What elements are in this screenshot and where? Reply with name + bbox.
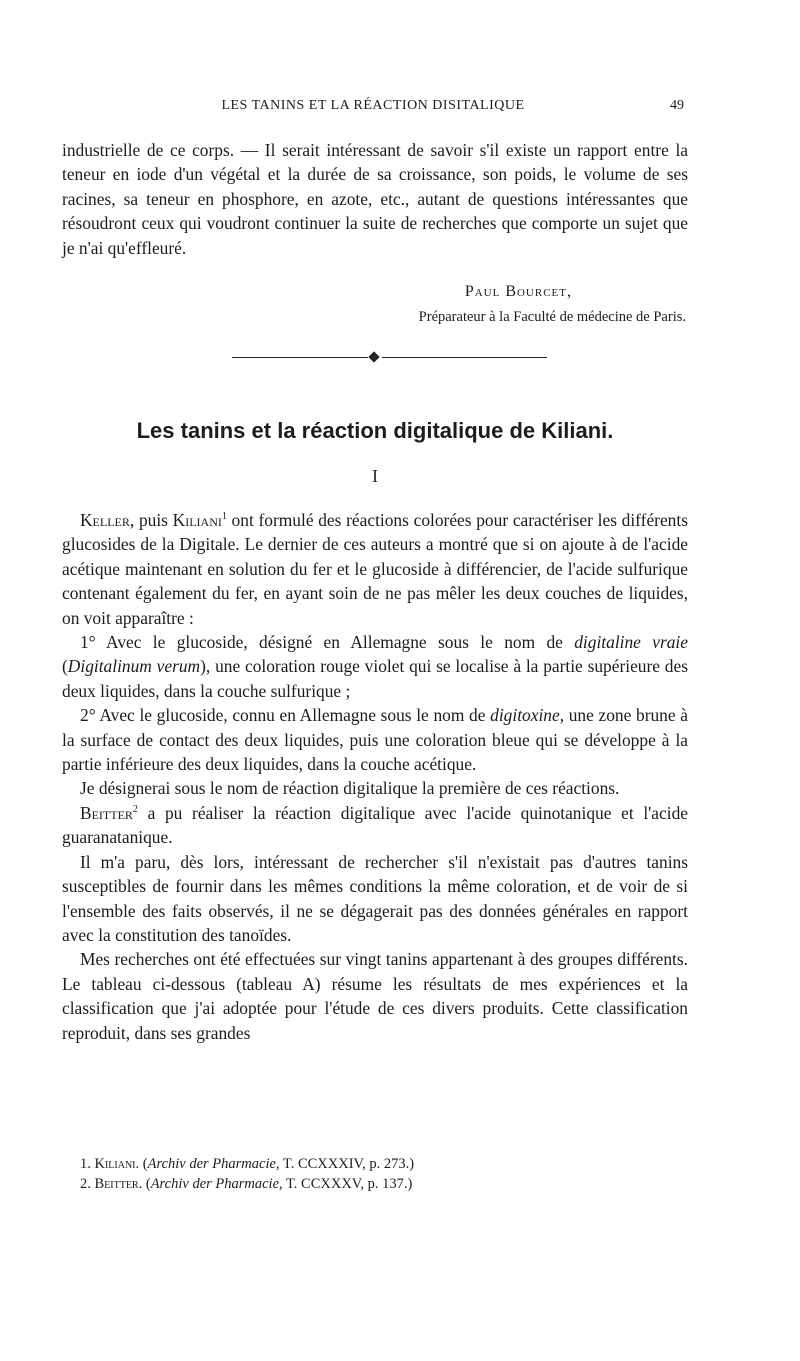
body-paragraph-2 (62, 630, 688, 703)
footnote-author: Kiliani. (94, 1156, 140, 1172)
footnote-ref-1: 1 (221, 511, 227, 522)
body-paragraph-1 (62, 508, 688, 630)
body-paragraph-3 (62, 703, 688, 776)
term-digitaline-vraie: digitaline vraie (574, 632, 688, 653)
text-run: a pu réaliser la réaction digitalique avec l'acide quinotanique et l'acide guaranatanique. (62, 802, 688, 848)
footnote-source: Archiv der Pharmacie (147, 1156, 276, 1172)
text-run: 2° Avec le glucoside, connu en Allemagne sous le nom de (80, 705, 491, 726)
body-paragraph-4: Je désignerai sous le nom de réaction digitalique la première de ces réactions. (80, 778, 620, 799)
opening-paragraph: industrielle de ce corps. — Il serait intéressant de savoir s'il existe un rapport entre la teneur en iode d'un végétal et la durée de sa croissance, son poids, le volume de ses racines, sa teneur en phosphore, en azote, etc., autant de questions intéressantes que résoudront ceux qui voudront continuer la suite de recherches que comporte un sujet que je n'ai qu'effleuré. (62, 140, 688, 258)
text-run: ( (62, 656, 68, 677)
running-head-title: LES TANINS ET LA RÉACTION DISITALIQUE (221, 98, 525, 113)
author-keller: Keller (80, 510, 130, 530)
signature-role: Préparateur à la Faculté de médecine de Paris. (418, 309, 686, 325)
running-head (62, 98, 684, 122)
text-run: , puis (129, 510, 173, 530)
footnote-number: 1. (80, 1156, 91, 1172)
footnote-ref-2: 2 (132, 803, 138, 815)
author-beitter: Beitter (80, 802, 133, 823)
footnote-author: Beitter. (94, 1176, 143, 1192)
author-kiliani: Kiliani (172, 510, 222, 530)
divider-line-right (382, 357, 547, 358)
footnote-1 (80, 1154, 690, 1174)
body-paragraph-7: Mes recherches ont été effectuées sur vingt tanins appartenant à des groupes différents. Le tableau ci-dessous (tableau A) résume les résultats de mes expériences et la classification que j'ai adoptée pour l'étude de ces divers produits. Cette classification reproduit, dans ses grandes (62, 949, 688, 1043)
body-paragraph-5 (62, 801, 688, 850)
footnote-source: Archiv der Pharmacie (150, 1176, 280, 1192)
body-paragraph-6: Il m'a paru, dès lors, intéressant de rechercher s'il n'existait pas d'autres tanins susceptibles de fournir dans les mêmes conditions la même coloration, et de voir de si l'ensemble des faits observés, il ne se dégagerait pas des données générales en rapport avec la constitution des tanoïdes. (62, 851, 688, 945)
text-run: 1° Avec le glucoside, désigné en Allemagne sous le nom de (80, 632, 575, 653)
section-divider (232, 351, 552, 365)
article-body (62, 508, 688, 1045)
text-run: , T. CCXXXIV, p. 273.) (275, 1156, 415, 1172)
text-run: , T. CCXXXV, p. 137.) (279, 1176, 413, 1192)
term-digitalinum-verum: Digitalinum verum (67, 656, 201, 677)
section-number: I (372, 466, 378, 486)
footnote-number: 2. (80, 1176, 91, 1192)
text-run: ( (139, 1156, 148, 1172)
text-run: ), une coloration rouge violet qui se localise à la partie supérieure des deux liquides, dans la couche sulfurique ; (62, 656, 688, 701)
page-number: 49 (670, 98, 684, 113)
divider-diamond-ornament (368, 351, 379, 362)
signature-name: Paul Bourcet, (464, 283, 572, 300)
text-run: ( (142, 1176, 151, 1192)
term-digitoxine: digitoxine (490, 705, 560, 726)
text-run: ont formulé des réactions colorées pour caractériser les différents glucosides de la Digitale. Le dernier de ces auteurs a montré que si on ajoute à de l'acide acétique maintenant en solution du fer et le glucoside à différencier, de l'acide sulfurique contenant également du fer, en ayant soin de ne pas mêler les deux couches de liquides, on voit apparaître : (62, 510, 688, 628)
text-run: , une zone brune à la surface de contact des deux liquides, puis une coloration bleue qui se développe à la partie inférieure des deux liquides, dans la couche acétique. (62, 705, 688, 775)
article-title: Les tanins et la réaction digitalique de Kiliani. (136, 418, 614, 443)
footnotes (80, 1154, 690, 1194)
opening-paragraph-block (62, 138, 688, 260)
footnote-2 (80, 1174, 690, 1194)
divider-line-left (232, 357, 368, 358)
